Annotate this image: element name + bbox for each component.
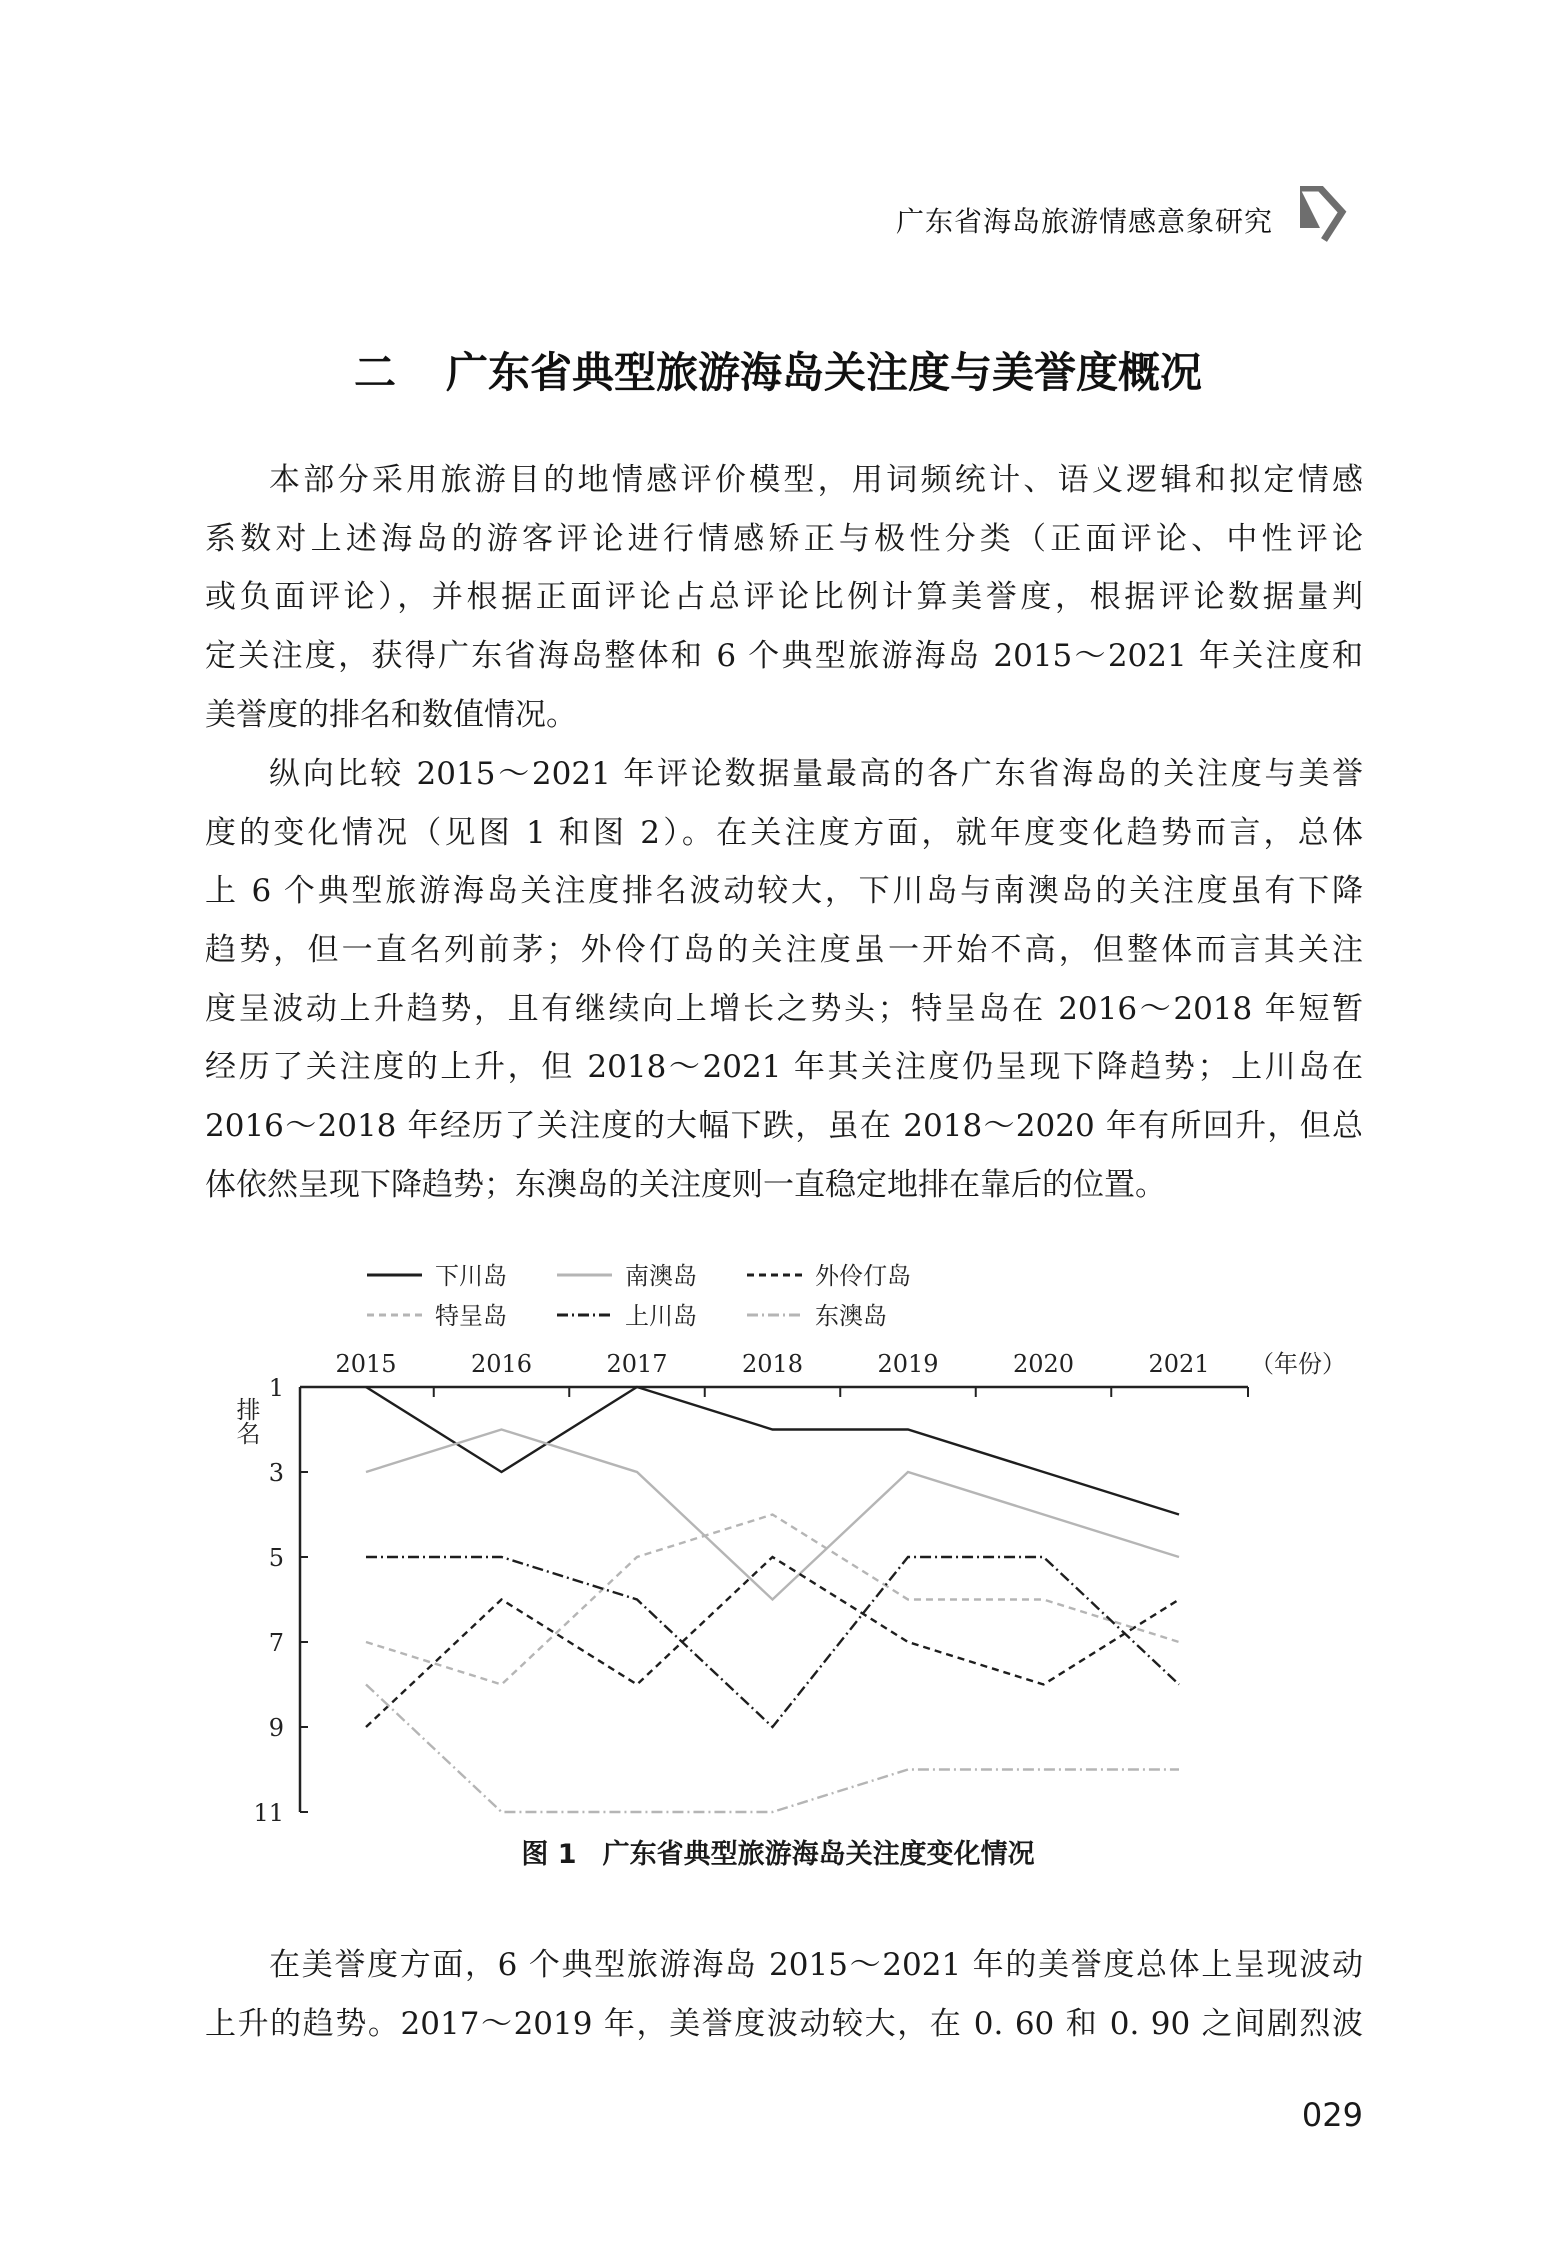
x-tick-label: 2019 — [877, 1350, 939, 1378]
text-line: 趋势，但一直名列前茅；外伶仃岛的关注度虽一开始不高，但整体而言其关注 — [205, 932, 1363, 969]
y-tick-label: 1 — [268, 1374, 284, 1402]
x-tick-label: 2015 — [335, 1350, 397, 1378]
x-tick-label: 2021 — [1148, 1350, 1210, 1378]
legend-label: 特呈岛 — [435, 1302, 507, 1330]
page-number: 029 — [1301, 2096, 1363, 2134]
x-axis-label: （年份） — [1250, 1350, 1346, 1378]
text-line: 或负面评论），并根据正面评论占总评论比例计算美誉度，根据评论数据量判 — [205, 579, 1363, 616]
y-tick-label: 5 — [268, 1544, 284, 1572]
x-tick-label: 2016 — [470, 1350, 533, 1378]
series-line-2 — [366, 1557, 1179, 1727]
text-line: 上 6 个典型旅游海岛关注度排名波动较大，下川岛与南澳岛的关注度虽有下降 — [205, 873, 1363, 910]
figure-number: 图 1 — [521, 1839, 577, 1870]
text-line: 经历了关注度的上升，但 2018～2021 年其关注度仍呈现下降趋势；上川岛在 — [205, 1049, 1363, 1086]
series-line-4 — [366, 1557, 1179, 1727]
y-tick-label: 3 — [268, 1459, 284, 1487]
legend-label: 上川岛 — [625, 1302, 697, 1330]
text-line: 体依然呈现下降趋势；东澳岛的关注度则一直稳定地排在靠后的位置。 — [205, 1166, 1166, 1203]
figure-caption-text: 广东省典型旅游海岛关注度变化情况 — [602, 1839, 1035, 1870]
figure-caption — [0, 1832, 1556, 1871]
text-line: 系数对上述海岛的游客评论进行情感矫正与极性分类（正面评论、中性评论 — [205, 520, 1363, 557]
text-line: 美誉度的排名和数值情况。 — [205, 696, 577, 733]
y-tick-label: 9 — [268, 1714, 284, 1742]
y-tick-label: 7 — [268, 1629, 284, 1657]
section-title: 广东省典型旅游海岛关注度与美誉度概况 — [446, 348, 1203, 397]
x-tick-label: 2017 — [606, 1350, 668, 1378]
text-line: 上升的趋势。2017～2019 年，美誉度波动较大，在 0. 60 和 0. 90 之间剧烈波 — [205, 2005, 1363, 2042]
text-line: 纵向比较 2015～2021 年评论数据量最高的各广东省海岛的关注度与美誉 — [269, 756, 1363, 792]
series-line-5 — [366, 1685, 1179, 1813]
text-line: 度的变化情况（见图 1 和图 2）。在关注度方面，就年度变化趋势而言，总体 — [205, 814, 1363, 851]
legend-label: 外伶仃岛 — [815, 1262, 911, 1290]
section-number: 二 — [353, 348, 396, 397]
legend-label: 下川岛 — [435, 1262, 507, 1290]
y-tick-label: 11 — [253, 1799, 284, 1827]
text-line: 在美誉度方面，6 个典型旅游海岛 2015～2021 年的美誉度总体上呈现波动 — [269, 1947, 1363, 1983]
legend-label: 东澳岛 — [815, 1302, 887, 1330]
x-tick-label: 2018 — [741, 1350, 804, 1378]
series-line-0 — [366, 1387, 1179, 1515]
text-line: 本部分采用旅游目的地情感评价模型，用词频统计、语义逻辑和拟定情感 — [269, 462, 1363, 498]
x-tick-label: 2020 — [1012, 1350, 1075, 1378]
legend-label: 南澳岛 — [625, 1262, 697, 1290]
y-axis-label: 排名 — [232, 1397, 260, 1445]
text-line: 2016～2018 年经历了关注度的大幅下跌，虽在 2018～2020 年有所回升，但总 — [205, 1108, 1363, 1145]
running-header-title: 广东省海岛旅游情感意象研究 — [895, 205, 1273, 238]
text-line: 度呈波动上升趋势，且有继续向上增长之势头；特呈岛在 2016～2018 年短暂 — [205, 990, 1363, 1027]
text-line: 定关注度，获得广东省海岛整体和 6 个典型旅游海岛 2015～2021 年关注度和 — [205, 638, 1363, 675]
